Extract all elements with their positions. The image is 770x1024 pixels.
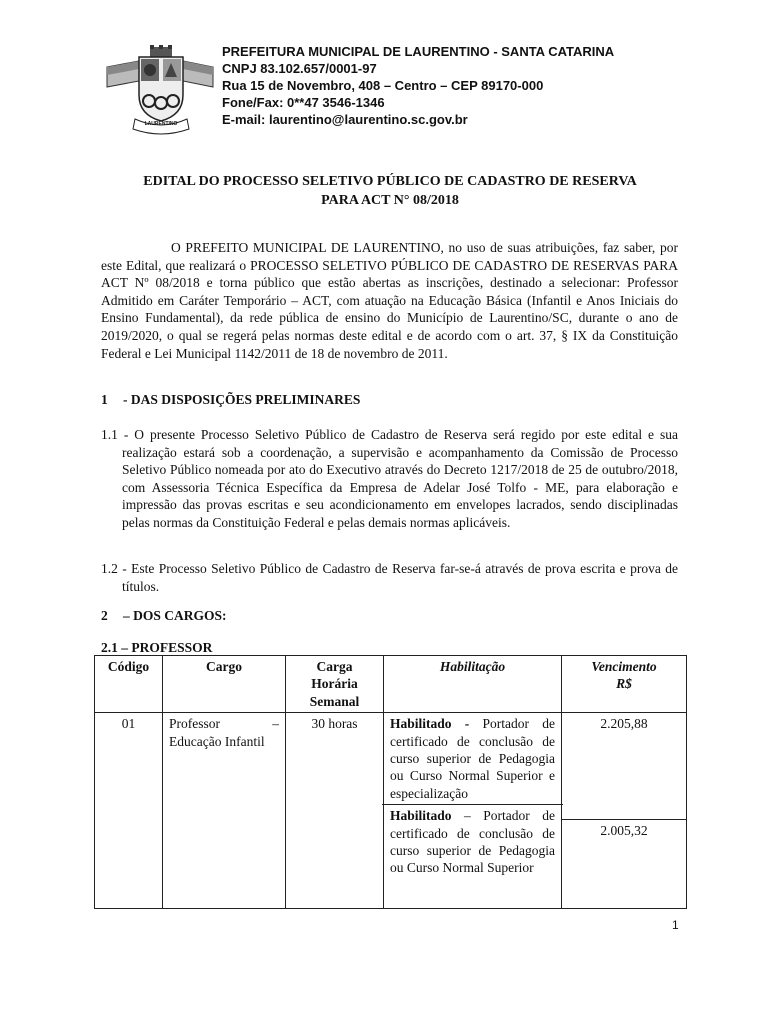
cell-vencimento (562, 713, 687, 909)
title-line-1: EDITAL DO PROCESSO SELETIVO PÚBLICO DE CADASTRO DE RESERVA (143, 174, 637, 189)
habilitacao-option-2 (382, 804, 563, 877)
vencimento-1: 2.205,88 (600, 716, 648, 732)
letterhead-line: E-mail: laurentino@laurentino.sc.gov.br (222, 112, 468, 127)
item-1-2-text: 1.2 - Este Processo Seletivo Público de Cadastro de Reserva far-se-á através de prova escrita e prova de títulos. (101, 561, 678, 594)
cell-codigo: 01 (95, 713, 163, 909)
col-cargo: Cargo (163, 656, 286, 713)
carga-l1: Carga (316, 659, 353, 674)
venc-l2: R$ (616, 676, 632, 692)
section-2-title: – DOS CARGOS: (123, 608, 227, 623)
hab1-text: Portador de certificado de conclusão de curso superior de Pedagogia ou Curso Normal Superior e especialização (390, 716, 555, 801)
cell-habilitacao (384, 713, 562, 909)
cargos-table (94, 655, 687, 909)
cell-cargo: Professor – Educação Infantil (163, 713, 286, 909)
section-1-number: 1 (101, 392, 108, 407)
hab2-text: – Portador de certificado de conclusão de curso superior de Pedagogia ou Curso Normal Superior (390, 808, 555, 876)
cell-carga: 30 horas (286, 713, 384, 909)
page-number: 1 (672, 918, 679, 932)
letterhead-line: Fone/Fax: 0**47 3546-1346 (222, 95, 385, 110)
section-1-title: - DAS DISPOSIÇÕES PRELIMINARES (123, 392, 361, 407)
table-header-row (95, 656, 687, 713)
section-2-number: 2 (101, 608, 108, 623)
intro-paragraph (101, 239, 678, 362)
carga-l2: Horária (311, 676, 358, 692)
section-2-heading (101, 608, 227, 624)
hab1-label: Habilitado - (390, 716, 470, 732)
hab2-label: Habilitado (390, 808, 452, 824)
col-codigo: Código (95, 656, 163, 713)
letterhead-line: PREFEITURA MUNICIPAL DE LAURENTINO - SANTA CATARINA (222, 44, 615, 59)
item-1-1-text: 1.1 - O presente Processo Seletivo Público de Cadastro de Reserva será regido por este edital e sua realização estará sob a coordenação, a supervisão e acompanhamento da Comissão de Processo Seletivo Público nomeada por ato do Executivo através do Decreto 1217/2018 de 25 de outubro/2018, com Assessoria Técnica Específica da Empresa de Adelar José Tolfo - ME, para elaboração e impressão das provas escritas e seu acondicionamento em envelopes lacrados, sendo disciplinadas pelas normas da Constituição Federal e pelas demais normas aplicáveis. (101, 427, 678, 530)
title-line-2: PARA ACT N° 08/2018 (321, 193, 459, 208)
vencimento-2: 2.005,32 (562, 819, 686, 908)
document-title (90, 172, 690, 210)
subsection-2-1: 2.1 – PROFESSOR (101, 640, 213, 655)
letterhead-line: Rua 15 de Novembro, 408 – Centro – CEP 89170-000 (222, 78, 544, 93)
item-1-1 (101, 426, 678, 532)
intro-text: O PREFEITO MUNICIPAL DE LAURENTINO, no uso de suas atribuições, faz saber, por este Edital, que realizará o PROCESSO SELETIVO PÚBLICO DE CADASTRO DE RESERVAS PARA ACT Nº 08/2018 e torna público que estão abertas as inscrições, destinado a selecionar: Professor Admitido em Caráter Temporário – ACT, com atuação na Educação Básica (Infantil e Anos Iniciais do Ensino Fundamental), da rede pública de ensino do Município de Laurentino/SC, durante o ano de 2019/2020, o qual se regerá pelas normas deste edital e de acordo com o art. 37, § IX da Constituição Federal e Lei Municipal 1142/2011 de 18 de novembro de 2011. (101, 240, 678, 361)
carga-l3: Semanal (309, 693, 360, 709)
section-1-heading (101, 392, 360, 408)
col-carga-horaria (286, 656, 384, 713)
letterhead-line: CNPJ 83.102.657/0001-97 (222, 61, 377, 76)
item-1-2 (101, 560, 678, 595)
letterhead (222, 43, 614, 128)
col-habilitacao: Habilitação (384, 656, 562, 713)
habilitacao-option-1 (390, 715, 555, 802)
table-row (95, 713, 687, 909)
col-vencimento (562, 656, 687, 713)
venc-l1: Vencimento (591, 659, 657, 674)
logo-banner-text: LAURENTINO (144, 121, 178, 127)
municipal-coat-of-arms (105, 45, 215, 137)
